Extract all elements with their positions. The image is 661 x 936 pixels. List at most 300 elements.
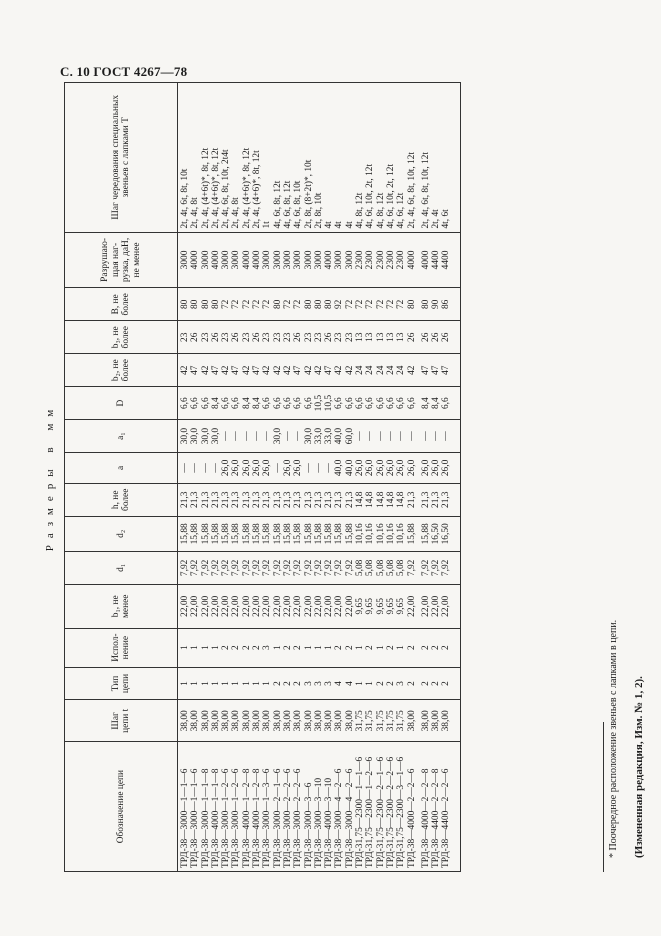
edition-note: (Измененная редакция, Изм. № 1, 2). bbox=[633, 676, 645, 858]
cell-value: ТРД-38—4000—1—2—8 bbox=[241, 768, 252, 868]
cell-value: 4400 bbox=[431, 250, 442, 270]
cell-value: 80 bbox=[180, 299, 190, 310]
table-cell bbox=[178, 742, 419, 872]
cell-value: ТРД-38—3000—2—2—6 bbox=[293, 768, 304, 868]
cell-value: 42 bbox=[344, 365, 355, 375]
cell-value: 26,0 bbox=[221, 459, 232, 477]
cell-value: 72 bbox=[252, 299, 263, 310]
cell-value: 15,88 bbox=[406, 523, 417, 545]
cell-value: ТРД-38—4000—1—2—8 bbox=[252, 768, 263, 868]
cell-value: 24 bbox=[375, 365, 386, 375]
cell-value: 33,0 bbox=[313, 427, 324, 445]
col-header: Шаг цепи t bbox=[65, 700, 178, 742]
cell-value: 26,0 bbox=[282, 459, 293, 477]
cell-value: 40,0 bbox=[334, 427, 345, 445]
cell-value: 21,3 bbox=[231, 491, 242, 508]
cell-value: 9,65 bbox=[375, 598, 386, 615]
cell-value: 38,00 bbox=[221, 710, 232, 732]
cell-value: 15,88 bbox=[272, 523, 283, 545]
cell-value: ТРД-38—3000—4—2—6 bbox=[334, 768, 345, 868]
cell-value: 22,00 bbox=[252, 595, 263, 617]
cell-value: 6,6 bbox=[231, 397, 242, 410]
cell-value: 3000 bbox=[334, 250, 345, 270]
cell-value: 26 bbox=[231, 332, 242, 342]
cell-value: 1 bbox=[190, 681, 201, 686]
cell-value: 2 bbox=[293, 681, 304, 686]
cell-value: 7,92 bbox=[252, 559, 263, 577]
cell-value: 7,92 bbox=[210, 559, 221, 577]
cell-value: 80 bbox=[210, 299, 221, 310]
cell-value: 7,92 bbox=[180, 559, 190, 577]
cell-value: 2t, 4t, 6t, 8t, 10t bbox=[180, 168, 190, 229]
cell-value: 8,4 bbox=[252, 397, 263, 410]
cell-value: 22,00 bbox=[231, 595, 242, 617]
cell-value: 26,0 bbox=[396, 459, 407, 477]
cell-value: 2t, 8t, (8+2t)*, 10t bbox=[303, 159, 314, 229]
cell-value: 5,08 bbox=[355, 559, 366, 577]
cell-value: 1 bbox=[190, 645, 201, 650]
cell-value: 5,08 bbox=[365, 559, 376, 577]
cell-value: ТРД-31,75—2300—1—2—6 bbox=[365, 756, 376, 868]
cell-value: 15,88 bbox=[241, 523, 252, 545]
cell-value: 38,00 bbox=[441, 710, 452, 732]
table-cell bbox=[178, 453, 419, 484]
cell-value: ТРД-38—3000—1—1—6 bbox=[180, 768, 190, 868]
cell-value: ТРД-31,75—2300—2—2—6 bbox=[385, 756, 396, 868]
cell-value: 4000 bbox=[406, 250, 417, 270]
col-header: Испол-нение bbox=[65, 628, 178, 667]
col-header: Шаг чередования специальных звеньев с лапками T bbox=[65, 83, 178, 233]
cell-value: 40,0 bbox=[334, 459, 345, 477]
cell-value: 38,00 bbox=[190, 710, 201, 732]
cell-value: 2300 bbox=[375, 250, 386, 270]
cell-value: 2 bbox=[334, 645, 345, 650]
cell-value: 6,6 bbox=[441, 397, 452, 410]
cell-value: 80 bbox=[303, 299, 314, 310]
cell-value: 42 bbox=[200, 365, 211, 375]
cell-value: 10,5 bbox=[324, 394, 335, 412]
cell-value: 15,88 bbox=[210, 523, 221, 545]
cell-value: 15,88 bbox=[334, 523, 345, 545]
cell-value: 14,8 bbox=[396, 491, 407, 508]
cell-value: — bbox=[303, 463, 314, 473]
cell-value: 1 bbox=[375, 645, 386, 650]
cell-value: 2 bbox=[431, 645, 442, 650]
cell-value: 3000 bbox=[262, 250, 273, 270]
cell-value: 42 bbox=[221, 365, 232, 375]
cell-value: 2t, 4t bbox=[431, 209, 442, 229]
cell-value: 90 bbox=[431, 299, 442, 310]
cell-value: 21,3 bbox=[180, 491, 190, 508]
cell-value: 16,50 bbox=[441, 523, 452, 545]
cell-value: 47 bbox=[210, 365, 221, 375]
cell-value: 21,3 bbox=[252, 491, 263, 508]
cell-value: — bbox=[324, 463, 335, 473]
cell-value: 15,88 bbox=[313, 523, 324, 545]
cell-value: 1 bbox=[210, 681, 221, 686]
cell-value: 2 bbox=[293, 645, 304, 650]
cell-value: 2t, 4t, (4+6)*, 8t, 12t bbox=[252, 150, 263, 229]
cell-value: 7,92 bbox=[303, 559, 314, 577]
table-cell bbox=[419, 387, 460, 420]
cell-value: 10,16 bbox=[375, 523, 386, 545]
cell-value: 38,00 bbox=[210, 710, 221, 732]
cell-value: 42 bbox=[303, 365, 314, 375]
table-group bbox=[419, 83, 460, 872]
cell-value: 1 bbox=[200, 681, 211, 686]
cell-value: 42 bbox=[180, 365, 190, 375]
table-cell bbox=[419, 584, 460, 628]
cell-value: 47 bbox=[324, 365, 335, 375]
cell-value: 10,16 bbox=[385, 523, 396, 545]
cell-value: 6,6 bbox=[355, 397, 366, 410]
cell-value: 13 bbox=[365, 332, 376, 342]
cell-value: 38,00 bbox=[324, 710, 335, 732]
cell-value: 6,6 bbox=[334, 397, 345, 410]
cell-value: 7,92 bbox=[344, 559, 355, 577]
table-cell bbox=[419, 551, 460, 584]
col-header: b₃, не более bbox=[65, 321, 178, 354]
col-header: d₂ bbox=[65, 516, 178, 551]
table-cell bbox=[419, 516, 460, 551]
cell-value: ТРД-38—3000—1—1—8 bbox=[200, 768, 211, 868]
cell-value: 15,88 bbox=[252, 523, 263, 545]
cell-value: 47 bbox=[420, 365, 431, 375]
cell-value: 72 bbox=[241, 299, 252, 310]
cell-value: 3000 bbox=[221, 250, 232, 270]
cell-value: 2 bbox=[431, 681, 442, 686]
cell-value: — bbox=[420, 431, 431, 441]
cell-value: 80 bbox=[420, 299, 431, 310]
cell-value: 80 bbox=[324, 299, 335, 310]
cell-value: 26 bbox=[210, 332, 221, 342]
cell-value: 42 bbox=[241, 365, 252, 375]
table-row bbox=[419, 83, 460, 872]
cell-value: 8,4 bbox=[431, 397, 442, 410]
cell-value: 23 bbox=[344, 332, 355, 342]
cell-value: 30,0 bbox=[303, 427, 314, 445]
cell-value: 47 bbox=[431, 365, 442, 375]
cell-value: 15,88 bbox=[344, 523, 355, 545]
cell-value: 6,6 bbox=[221, 397, 232, 410]
cell-value: 26,0 bbox=[293, 459, 304, 477]
table-cell bbox=[178, 700, 419, 742]
cell-value: 6,6 bbox=[272, 397, 283, 410]
cell-value: 4t bbox=[324, 221, 335, 229]
cell-value: 38,00 bbox=[180, 710, 190, 732]
cell-value: 26,0 bbox=[431, 459, 442, 477]
cell-value: 8,4 bbox=[420, 397, 431, 410]
table-cell bbox=[178, 420, 419, 453]
cell-value: 22,00 bbox=[334, 595, 345, 617]
cell-value: 72 bbox=[365, 299, 376, 310]
cell-value: 4000 bbox=[241, 250, 252, 270]
cell-value: — bbox=[385, 431, 396, 441]
cell-value: 26,0 bbox=[355, 459, 366, 477]
cell-value: ТРД-38—3000—3—10 bbox=[313, 777, 324, 868]
cell-value: 72 bbox=[262, 299, 273, 310]
cell-value: 2 bbox=[441, 645, 452, 650]
cell-value: 2t, 4t, (4+6t)*, 8t, 12t bbox=[241, 147, 252, 229]
cell-value: 1 bbox=[252, 681, 263, 686]
cell-value: — bbox=[272, 463, 283, 473]
table-row bbox=[178, 83, 419, 872]
cell-value: 2300 bbox=[396, 250, 407, 270]
cell-value: 72 bbox=[375, 299, 386, 310]
cell-value: 2 bbox=[406, 645, 417, 650]
cell-value: 72 bbox=[282, 299, 293, 310]
cell-value: 4t, 6t, 8t, 12t bbox=[272, 180, 283, 229]
table-caption: Размеры в мм bbox=[44, 402, 56, 552]
cell-value: 6,6 bbox=[396, 397, 407, 410]
cell-value: 7,92 bbox=[420, 559, 431, 577]
cell-value: 15,88 bbox=[221, 523, 232, 545]
cell-value: 30,0 bbox=[272, 427, 283, 445]
col-header: b₂, не более bbox=[65, 354, 178, 387]
cell-value: 9,65 bbox=[396, 598, 407, 615]
cell-value: 3000 bbox=[180, 250, 190, 270]
table-cell bbox=[419, 483, 460, 516]
cell-value: — bbox=[262, 431, 273, 441]
footnote: * Поочередное расположение звеньев с лапками в цепи. bbox=[608, 619, 619, 858]
cell-value: 1 bbox=[180, 681, 190, 686]
cell-value: 7,92 bbox=[221, 559, 232, 577]
cell-value: 3 bbox=[303, 681, 314, 686]
cell-value: 22,00 bbox=[241, 595, 252, 617]
cell-value: 23 bbox=[241, 332, 252, 342]
cell-value: 26 bbox=[324, 332, 335, 342]
cell-value: 31,75 bbox=[385, 710, 396, 732]
cell-value: 7,92 bbox=[334, 559, 345, 577]
cell-value: ТРД-31,75—2300—2—1—6 bbox=[375, 756, 386, 868]
cell-value: 5,08 bbox=[396, 559, 407, 577]
cell-value: 2t, 4t, 6t, 8t, 10t, 2t4t bbox=[221, 149, 232, 229]
col-header: Разрушаю-щая наг-рузка, даН, не менее bbox=[65, 232, 178, 288]
cell-value: 26,0 bbox=[406, 459, 417, 477]
col-header: Тип цепи bbox=[65, 667, 178, 700]
cell-value: ТРД-38—3000—1—3—6 bbox=[262, 768, 273, 868]
cell-value: 13 bbox=[355, 332, 366, 342]
cell-value: 22,00 bbox=[180, 595, 190, 617]
cell-value: 26,0 bbox=[441, 459, 452, 477]
cell-value: 2t, 4t, 6t, 8t, 10t, 12t bbox=[420, 151, 431, 229]
cell-value: ТРД-38—3000—1—2—6 bbox=[221, 768, 232, 868]
table-cell bbox=[419, 83, 460, 233]
footnote-rule bbox=[603, 722, 604, 872]
table-cell bbox=[178, 516, 419, 551]
cell-value: 26,0 bbox=[365, 459, 376, 477]
table-cell bbox=[178, 628, 419, 667]
cell-value: 2 bbox=[420, 645, 431, 650]
cell-value: 80 bbox=[190, 299, 201, 310]
cell-value: 15,88 bbox=[293, 523, 304, 545]
cell-value: — bbox=[200, 463, 211, 473]
cell-value: 30,0 bbox=[190, 427, 201, 445]
cell-value: 3000 bbox=[313, 250, 324, 270]
cell-value: — bbox=[441, 431, 452, 441]
table-cell bbox=[419, 321, 460, 354]
table-cell bbox=[178, 483, 419, 516]
table-cell bbox=[419, 453, 460, 484]
cell-value: 38,00 bbox=[293, 710, 304, 732]
cell-value: 30,0 bbox=[200, 427, 211, 445]
cell-value: 72 bbox=[221, 299, 232, 310]
cell-value: 22,00 bbox=[272, 595, 283, 617]
cell-value: 22,00 bbox=[262, 595, 273, 617]
table-cell bbox=[419, 354, 460, 387]
table-cell bbox=[178, 387, 419, 420]
cell-value: 22,00 bbox=[344, 595, 355, 617]
cell-value: 21,3 bbox=[241, 491, 252, 508]
cell-value: 9,65 bbox=[355, 598, 366, 615]
cell-value: 16,50 bbox=[431, 523, 442, 545]
cell-value: 14,8 bbox=[375, 491, 386, 508]
cell-value: 26,0 bbox=[262, 459, 273, 477]
cell-value: 22,00 bbox=[313, 595, 324, 617]
cell-value: 2 bbox=[375, 681, 386, 686]
cell-value: 4t, 6t, 8t, 10t bbox=[293, 180, 304, 229]
cell-value: 24 bbox=[396, 365, 407, 375]
cell-value: 2 bbox=[241, 645, 252, 650]
cell-value: ТРД-31,75—2300—1—1—6 bbox=[355, 756, 366, 868]
cell-value: 23 bbox=[303, 332, 314, 342]
cell-value: — bbox=[406, 431, 417, 441]
cell-value: 33,0 bbox=[324, 427, 335, 445]
cell-value: 38,00 bbox=[282, 710, 293, 732]
cell-value: 7,92 bbox=[406, 559, 417, 577]
cell-value: 38,00 bbox=[303, 710, 314, 732]
cell-value: 24 bbox=[365, 365, 376, 375]
cell-value: ТРД-38—4000—1—1—8 bbox=[210, 768, 221, 868]
cell-value: — bbox=[431, 431, 442, 441]
cell-value: 80 bbox=[406, 299, 417, 310]
cell-value: 4t, 6t, 10t, 2t, 12t bbox=[365, 163, 376, 229]
col-header: h, не более bbox=[65, 483, 178, 516]
table-cell bbox=[178, 354, 419, 387]
cell-value: 72 bbox=[344, 299, 355, 310]
cell-value: 7,92 bbox=[200, 559, 211, 577]
cell-value: 47 bbox=[190, 365, 201, 375]
cell-value: 6,6 bbox=[282, 397, 293, 410]
cell-value: 15,88 bbox=[262, 523, 273, 545]
cell-value: 8,4 bbox=[241, 397, 252, 410]
cell-value: 9,65 bbox=[365, 598, 376, 615]
cell-value: 42 bbox=[313, 365, 324, 375]
table-cell bbox=[419, 742, 460, 872]
cell-value: 7,92 bbox=[231, 559, 242, 577]
cell-value: — bbox=[241, 431, 252, 441]
cell-value: 14,8 bbox=[355, 491, 366, 508]
footer-notes bbox=[603, 82, 645, 872]
cell-value: 4t, 8t, 12t bbox=[375, 192, 386, 229]
cell-value: 14,8 bbox=[365, 491, 376, 508]
cell-value: 4 bbox=[334, 681, 345, 686]
cell-value: 26 bbox=[431, 332, 442, 342]
cell-value: 22,00 bbox=[200, 595, 211, 617]
cell-value: 72 bbox=[293, 299, 304, 310]
cell-value: 2 bbox=[441, 681, 452, 686]
cell-value: 6,6 bbox=[365, 397, 376, 410]
cell-value: 42 bbox=[406, 365, 417, 375]
cell-value: 21,3 bbox=[272, 491, 283, 508]
cell-value: ТРД-38—3000—3—6 bbox=[303, 782, 314, 868]
cell-value: 2t, 4t, (4+6t)*, 8t, 12t bbox=[210, 147, 221, 229]
table-cell bbox=[178, 83, 419, 233]
cell-value: 26 bbox=[293, 332, 304, 342]
col-header: d₁ bbox=[65, 551, 178, 584]
cell-value: 22,00 bbox=[303, 595, 314, 617]
cell-value: 1 bbox=[241, 681, 252, 686]
cell-value: 13 bbox=[375, 332, 386, 342]
cell-value: 92 bbox=[334, 299, 345, 310]
cell-value: 7,92 bbox=[190, 559, 201, 577]
cell-value: 47 bbox=[293, 365, 304, 375]
cell-value: 2 bbox=[406, 681, 417, 686]
cell-value: 6,6 bbox=[200, 397, 211, 410]
cell-value: 1 bbox=[180, 645, 190, 650]
cell-value: 21,3 bbox=[313, 491, 324, 508]
cell-value: 1 bbox=[200, 645, 211, 650]
cell-value: 4t, 6t, 10t, 2t, 12t bbox=[385, 163, 396, 229]
cell-value: 2 bbox=[420, 681, 431, 686]
cell-value: — bbox=[313, 463, 324, 473]
cell-value: 22,00 bbox=[441, 595, 452, 617]
col-header: a₁ bbox=[65, 420, 178, 453]
cell-value: 15,88 bbox=[190, 523, 201, 545]
cell-value: 86 bbox=[441, 299, 452, 310]
cell-value: ТРД-38—3000—1—2—6 bbox=[231, 768, 242, 868]
cell-value: 2 bbox=[365, 645, 376, 650]
cell-value: 4t, 6t bbox=[441, 209, 452, 229]
cell-value: 1 bbox=[324, 645, 335, 650]
cell-value: 21,3 bbox=[344, 491, 355, 508]
cell-value: 21,3 bbox=[431, 491, 442, 508]
cell-value: 2t, 4t, (4+6t)*, 8t, 12t bbox=[200, 147, 211, 229]
cell-value: 21,3 bbox=[221, 491, 232, 508]
cell-value: 22,00 bbox=[221, 595, 232, 617]
cell-value: ТРД-38—3000—2—2—6 bbox=[282, 768, 293, 868]
table-cell bbox=[178, 288, 419, 321]
cell-value: 15,88 bbox=[324, 523, 335, 545]
cell-value: 24 bbox=[355, 365, 366, 375]
cell-value: 10,16 bbox=[355, 523, 366, 545]
cell-value: 10,16 bbox=[396, 523, 407, 545]
cell-value: 15,88 bbox=[420, 523, 431, 545]
cell-value: 6,6 bbox=[262, 397, 273, 410]
cell-value: 6,6 bbox=[180, 397, 190, 410]
cell-value: 21,3 bbox=[420, 491, 431, 508]
cell-value: 2 bbox=[282, 681, 293, 686]
cell-value: 1 bbox=[231, 681, 242, 686]
cell-value: 4 bbox=[344, 681, 355, 686]
cell-value: — bbox=[221, 431, 232, 441]
cell-value: 26,0 bbox=[385, 459, 396, 477]
cell-value: 21,3 bbox=[262, 491, 273, 508]
cell-value: 14,8 bbox=[385, 491, 396, 508]
cell-value: 26 bbox=[252, 332, 263, 342]
cell-value: ТРД-38—3000—4—2—6 bbox=[344, 768, 355, 868]
cell-value: 2 bbox=[252, 645, 263, 650]
cell-value: 42 bbox=[262, 365, 273, 375]
cell-value: 2t, 8t, 10t bbox=[313, 192, 324, 229]
cell-value: 3000 bbox=[200, 250, 211, 270]
cell-value: 23 bbox=[313, 332, 324, 342]
cell-value: 80 bbox=[200, 299, 211, 310]
cell-value: 23 bbox=[272, 332, 283, 342]
cell-value: 2300 bbox=[365, 250, 376, 270]
cell-value: 13 bbox=[396, 332, 407, 342]
cell-value: — bbox=[282, 431, 293, 441]
